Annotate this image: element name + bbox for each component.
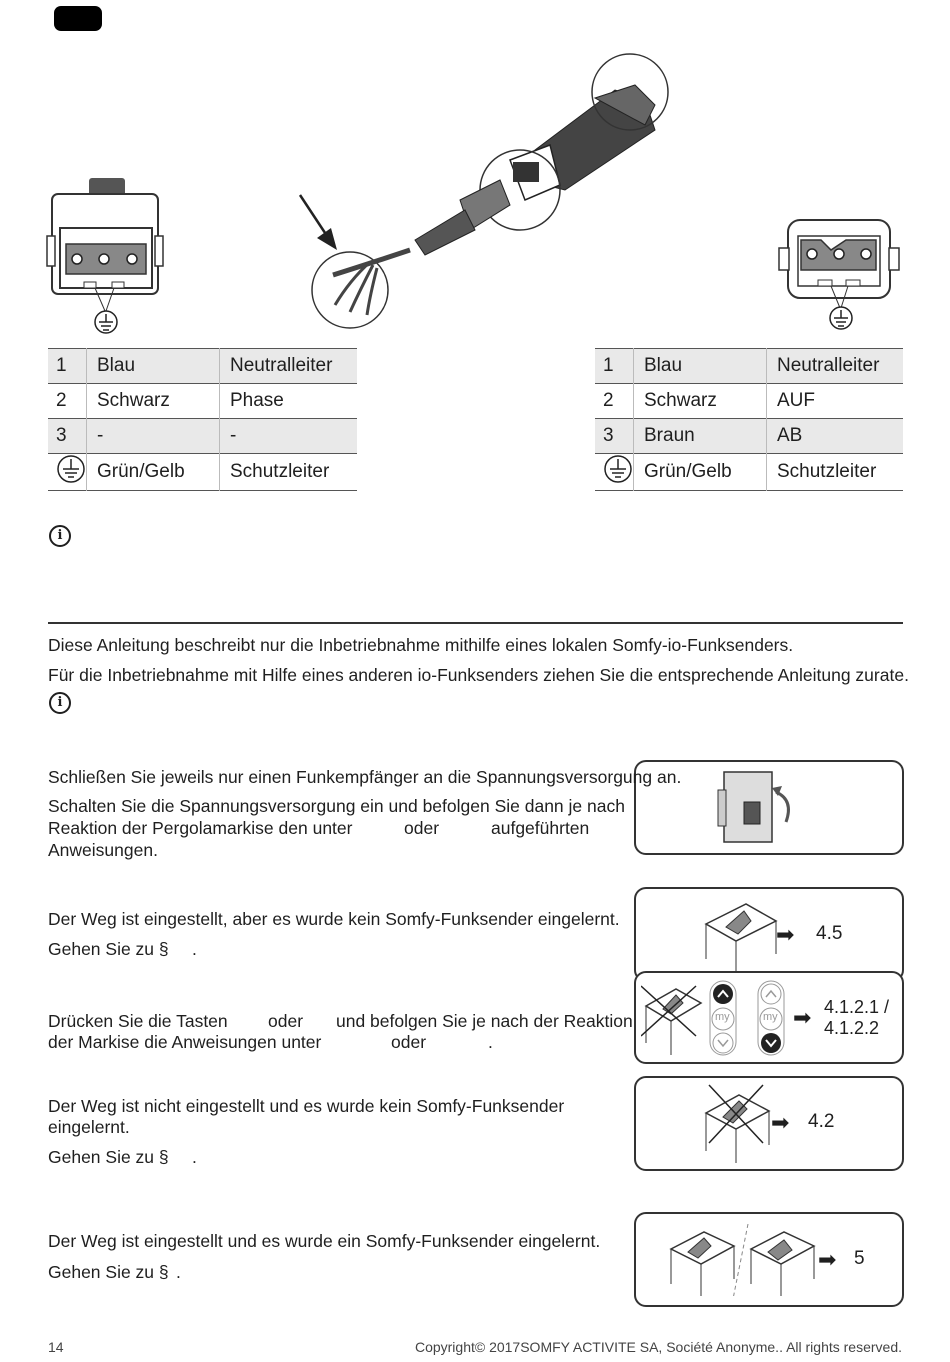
case2-line-1c: und befolgen Sie je nach der Reaktion: [336, 1011, 633, 1031]
table-row: 2 Schwarz AUF: [595, 384, 903, 419]
pergola-set-icon: [696, 899, 786, 971]
case1-ref: 4.5: [816, 923, 843, 944]
case3-goto: Gehen Sie zu §: [48, 1147, 169, 1167]
connector-left-illustration: [44, 176, 174, 336]
copyright: Copyright© 2017SOMFY ACTIVITE SA, Société Anonyme.. All rights reserved.: [414, 1339, 902, 1355]
ground-icon: [56, 454, 86, 484]
wiring-table-left: [48, 348, 357, 491]
wiring-table-right: [595, 348, 903, 491]
case4-box: [634, 1212, 904, 1307]
arrow-right-icon: ➡: [771, 1110, 790, 1135]
my-label: my: [763, 1011, 778, 1023]
case3-line-1: Der Weg ist nicht eingestellt und es wurde kein Somfy-Funksender: [48, 1096, 565, 1116]
case1-line-1: Der Weg ist eingestellt, aber es wurde kein Somfy-Funksender eingelernt.: [48, 909, 620, 929]
table-row: 1 Blau Neutralleiter: [595, 349, 903, 384]
case3-goto-end: .: [192, 1147, 197, 1167]
case4-goto: Gehen Sie zu §: [48, 1262, 169, 1282]
arrow-right-icon: ➡: [818, 1247, 837, 1272]
section-divider: [48, 622, 903, 624]
case2-box: [634, 971, 904, 1064]
table-row: Grün/Gelb Schutzleiter: [595, 454, 903, 491]
page-number: 14: [48, 1339, 64, 1355]
language-badge: [54, 6, 102, 31]
power-line-3c: aufgeführten: [491, 818, 590, 838]
ground-icon: [603, 454, 633, 484]
arrow-right-icon: ➡: [776, 922, 795, 947]
power-line-2: Schalten Sie die Spannungsversorgung ein und befolgen Sie dann je nach: [48, 796, 625, 816]
case3-box: [634, 1076, 904, 1171]
info-icon: i: [49, 692, 71, 714]
case2-ref-line-1: 4.1.2.1 /: [824, 997, 890, 1017]
case2-line-1b: oder: [268, 1011, 304, 1031]
case2-line-2b: oder: [391, 1032, 427, 1052]
table-row: 2 Schwarz Phase: [48, 384, 357, 419]
table-row: 3 - -: [48, 419, 357, 454]
case3-line-2: eingelernt.: [48, 1117, 130, 1137]
info-icon: i: [49, 525, 71, 547]
case4-goto-end: .: [176, 1262, 181, 1282]
case1-goto-end: .: [192, 939, 197, 959]
intro-line-1: Diese Anleitung beschreibt nur die Inbetriebnahme mithilfe eines lokalen Somfy-io-Funksenders.: [48, 635, 794, 655]
motor-cable-illustration: [295, 50, 685, 330]
power-line-1: Schließen Sie jeweils nur einen Funkempfänger an die Spannungsversorgung an.: [48, 767, 682, 787]
case2-ref-line-2: 4.1.2.2: [824, 1018, 880, 1038]
pergola-set-paired-icon: [666, 1224, 836, 1296]
table-row: 3 Braun AB: [595, 419, 903, 454]
intro-line-2: Für die Inbetriebnahme mit Hilfe eines anderen io-Funksenders ziehen Sie die entsprechende Anleitung zurate.: [48, 665, 909, 685]
power-line-3b: oder: [404, 818, 440, 838]
power-line-4: Anweisungen.: [48, 840, 158, 860]
case4-ref: 5: [854, 1248, 865, 1269]
case1-box: [634, 887, 904, 982]
connector-right-illustration: [776, 218, 908, 338]
table-row: 1 Blau Neutralleiter: [48, 349, 357, 384]
table-row: Grün/Gelb Schutzleiter: [48, 454, 357, 491]
case2-line-2a: der Markise die Anweisungen unter: [48, 1032, 322, 1052]
pergola-not-set-icon: [701, 1083, 776, 1163]
my-label: my: [715, 1011, 730, 1023]
arrow-right-icon: ➡: [793, 1005, 812, 1030]
case2-line-2c: .: [488, 1032, 493, 1052]
case4-line-1: Der Weg ist eingestellt und es wurde ein Somfy-Funksender eingelernt.: [48, 1231, 601, 1251]
pergola-crossed-icon: [641, 981, 706, 1055]
case3-ref: 4.2: [808, 1111, 835, 1132]
case1-goto: Gehen Sie zu §: [48, 939, 169, 959]
power-line-3a: Reaktion der Pergolamarkise den unter: [48, 818, 353, 838]
case2-line-1a: Drücken Sie die Tasten: [48, 1011, 228, 1031]
